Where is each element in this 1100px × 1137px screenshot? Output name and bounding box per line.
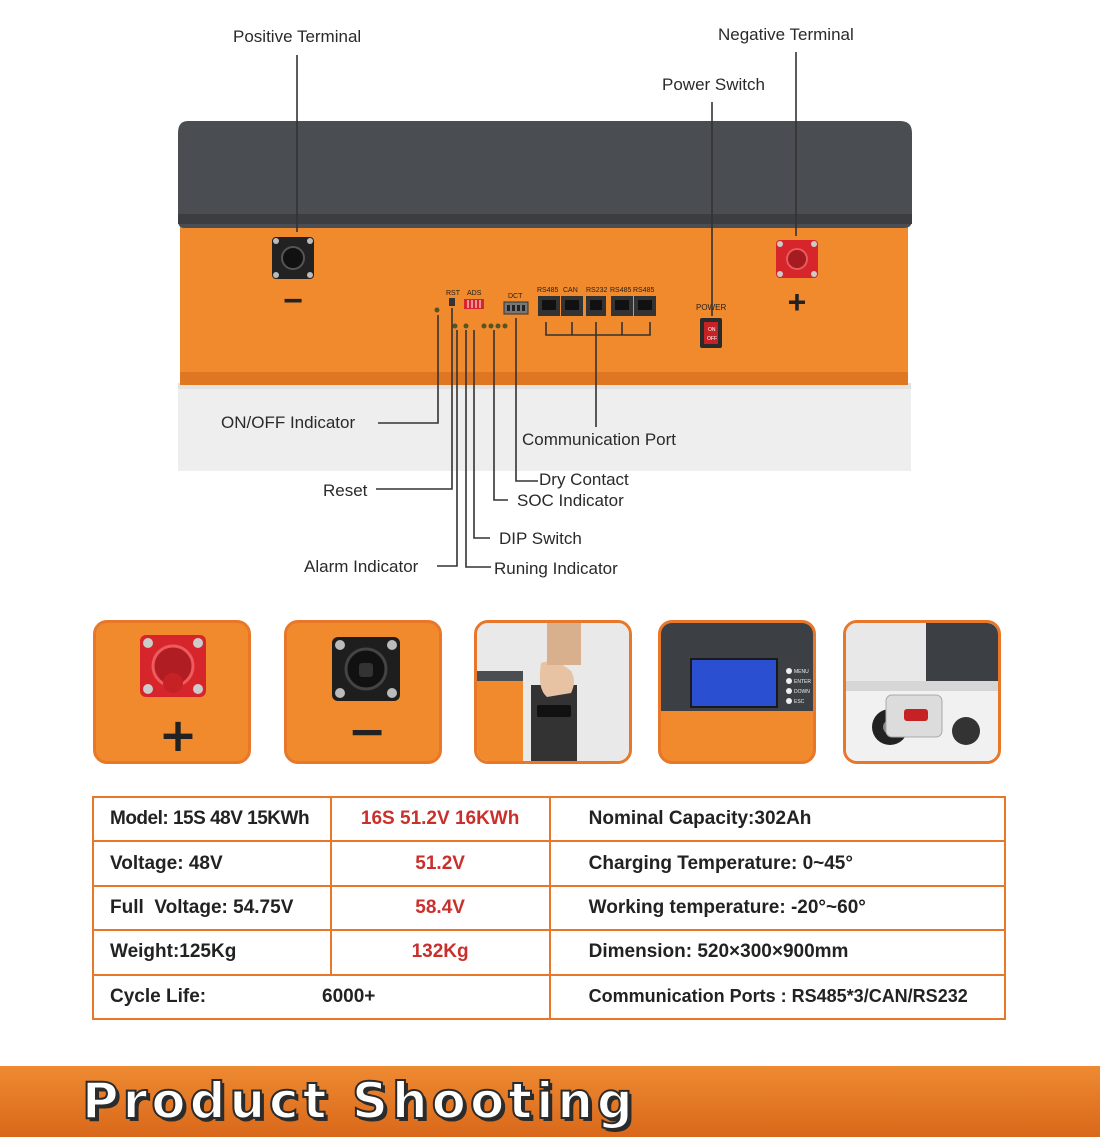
- spec-communication-ports: Communication Ports : RS485*3/CAN/RS232: [550, 975, 1005, 1019]
- thumbnail-wheels: [843, 620, 1001, 764]
- rs485-label-1: RS485: [537, 287, 559, 294]
- dct-label: DCT: [508, 293, 523, 300]
- switch-off-label: OFF: [707, 336, 717, 342]
- callout-on-off-indicator: ON/OFF Indicator: [221, 413, 356, 432]
- callout-dry-contact: Dry Contact: [539, 470, 629, 489]
- plus-sign-label: +: [787, 284, 807, 320]
- thumbnail-positive-terminal: [93, 620, 251, 764]
- callout-negative-terminal: Negative Terminal: [718, 25, 854, 44]
- positive-terminal-icon: [272, 237, 314, 279]
- lcd-button-menu: MENU: [794, 669, 809, 675]
- spec-full-voltage-alt: 58.4V: [331, 886, 550, 930]
- lcd-button-enter: ENTER: [794, 679, 811, 685]
- negative-terminal-icon: [776, 240, 818, 278]
- table-row: [93, 975, 1005, 1019]
- spec-model-alt: 16S 51.2V 16KWh: [331, 797, 550, 841]
- spec-charging-temperature: Charging Temperature: 0~45°: [550, 841, 1005, 885]
- spec-weight-base: Weight:125Kg: [93, 930, 331, 974]
- spec-full-voltage-base: Full Voltage: 54.75V: [93, 886, 331, 930]
- callout-running-indicator: Runing Indicator: [494, 559, 618, 578]
- table-row: [93, 841, 1005, 885]
- thumbnail-handle: [474, 620, 632, 764]
- lcd-button-down: DOWN: [794, 689, 810, 695]
- rs485-label-2: RS485: [610, 287, 632, 294]
- spec-cycle-life-label: Cycle Life:: [110, 985, 207, 1007]
- spec-weight-alt: 132Kg: [331, 930, 550, 974]
- power-label: POWER: [696, 303, 727, 312]
- lcd-button-esc: ESC: [794, 699, 805, 705]
- minus-sign-label: −: [283, 282, 303, 320]
- battery-lid: [178, 121, 912, 228]
- callout-reset: Reset: [323, 481, 368, 500]
- thumb-minus-sign: −: [347, 704, 387, 758]
- callout-alarm-indicator: Alarm Indicator: [304, 557, 419, 576]
- alarm-indicator-led: [453, 324, 458, 329]
- soc-led-4: [503, 324, 508, 329]
- soc-led-3: [496, 324, 501, 329]
- spec-working-temperature: Working temperature: -20°~60°: [550, 886, 1005, 930]
- spec-model-base: Model: 15S 48V 15KWh: [93, 797, 331, 841]
- on-off-indicator-led: [435, 308, 440, 313]
- rs485-label-3: RS485: [633, 287, 655, 294]
- thumbnail-lcd-display: [658, 620, 816, 764]
- switch-on-label: ON: [708, 327, 716, 333]
- dip-switch[interactable]: [464, 299, 484, 309]
- thumb-plus-sign: +: [158, 708, 198, 761]
- table-row: [93, 797, 1005, 841]
- reset-button[interactable]: [449, 298, 455, 306]
- callout-communication-port: Communication Port: [522, 430, 677, 449]
- table-row: [93, 886, 1005, 930]
- spec-voltage-alt: 51.2V: [331, 841, 550, 885]
- can-label: CAN: [563, 287, 578, 294]
- running-indicator-led: [464, 324, 469, 329]
- banner-title: Product Shooting: [82, 1072, 637, 1130]
- spec-cycle-life-value: 6000+: [322, 985, 376, 1007]
- thumbnail-negative-terminal: [284, 620, 442, 764]
- soc-led-1: [482, 324, 487, 329]
- soc-led-2: [489, 324, 494, 329]
- spec-nominal-capacity: Nominal Capacity:302Ah: [550, 797, 1005, 841]
- callout-power-switch: Power Switch: [662, 75, 765, 94]
- rs232-label: RS232: [586, 287, 608, 294]
- callout-soc-indicator: SOC Indicator: [517, 491, 624, 510]
- rst-label: RST: [446, 290, 460, 297]
- table-row: [93, 930, 1005, 974]
- callout-positive-terminal: Positive Terminal: [233, 27, 362, 46]
- ads-label: ADS: [467, 290, 482, 297]
- spec-voltage-base: Voltage: 48V: [93, 841, 331, 885]
- callout-dip-switch: DIP Switch: [499, 529, 582, 548]
- spec-table: [92, 796, 1006, 1020]
- spec-cycle-life-cell: [93, 975, 550, 1019]
- spec-dimension: Dimension: 520×300×900mm: [550, 930, 1005, 974]
